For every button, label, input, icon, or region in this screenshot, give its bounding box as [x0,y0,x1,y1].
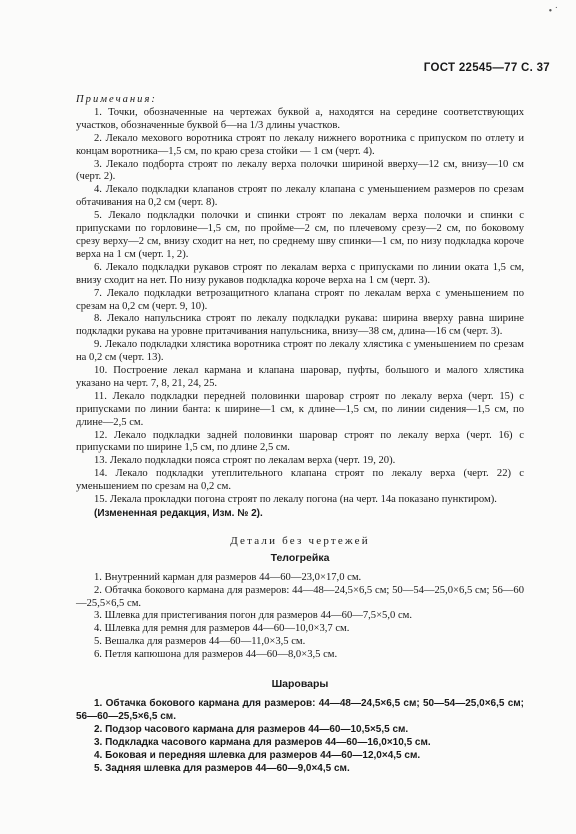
subsection-title-sharovary: Шаровары [271,678,329,691]
list-item: 3. Шлевка для пристегивания погон для размеров 44—60—7,5×5,0 см. [94,610,412,622]
list-item: 6. Петля капюшона для размеров 44—60—8,0×3,5 см. [94,649,338,661]
note-item: 7. Лекало подкладки ветрозащитного клапана строят по лекалам верха с уменьшением по срезам на 0,2 см (черт. 9, 10). [76,287,524,312]
note-item: 13. Лекало подкладки пояса строят по лекалам верха (черт. 19, 20). [94,455,396,467]
subsection-title-telogreika: Телогрейка [270,551,330,564]
note-item: 2. Лекало мехового воротника строят по лекалу нижнего воротника с припуском по отлету и концам воротника—1,5 см, по краю среза стойки — 1 см (черт. 4). [76,132,524,157]
list-item: 5. Задняя шлевка для размеров 44—60—9,0×4,5 см. [94,762,350,774]
list-item: 3. Подкладка часового кармана для размеров 44—60—16,0×10,5 см. [94,736,431,748]
section-title: Детали без чертежей [230,534,370,547]
notes-list [76,107,524,507]
note-item: 14. Лекало подкладки утеплительного клапана строят по лекалу верха (черт. 22) с уменьшением по срезам на 0,2 см. [76,468,524,493]
note-item: 9. Лекало подкладки хлястика воротника строят по лекалу хлястика с уменьшением по срезам на 0,2 см (черт. 13). [76,339,524,364]
note-item: 5. Лекало подкладки полочки и спинки строят по лекалам верха полочки и спинки с припусками по горловине—1,5 см, по пройме—2 см, по плечевому срезу—2 см, по боковому срезу верху—2 см, внизу сходит на нет, по среднему шву спинки—1 см, по низу подкладка короче верха на 1 см (черт. 1, 2). [76,210,524,260]
page-content [76,94,524,775]
note-item: 1. Точки, обозначенные на чертежах буквой а, находятся на середине соответствующих участков, обозначенные буквой б—на 1/3 длины участков. [76,106,524,131]
notes-title: Примечания: [76,94,157,105]
note-item: 4. Лекало подкладки клапанов строят по лекалу клапана с уменьшением размеров по срезам обтачивания на 0,2 см (черт. 8). [76,184,524,209]
note-item: 10. Построение лекал кармана и клапана шаровар, пуфты, большого и малого хлястика указано на черт. 7, 8, 21, 24, 25. [76,365,524,389]
list-item: 1. Обтачка бокового кармана для размеров: 44—48—24,5×6,5 см; 50—54—25,0×6,5 см; 56—60—25,5×6,5 см. [76,697,524,722]
list-item: 4. Шлевка для ремня для размеров 44—60—10,0×3,7 см. [94,623,350,635]
list-item: 5. Вешалка для размеров 44—60—11,0×3,5 см. [94,636,306,648]
corner-mark: • ˙ [548,6,558,17]
list-item: 2. Обтачка бокового кармана для размеров: 44—48—24,5×6,5 см; 50—54—25,0×6,5 см; 56—60—25,5×6,5 см. [76,584,524,609]
note-item: 12. Лекало подкладки задней половинки шаровар строят по лекалу верха (черт. 16) с припусками по ширине 1,5 см, по длине 2,5 см. [76,429,524,454]
list-item: 4. Боковая и передняя шлевка для размеров 44—60—12,0×4,5 см. [94,749,421,761]
amendment-note: (Измененная редакция, Изм. № 2). [94,508,263,519]
note-item: 8. Лекало напульсника строят по лекалу подкладки рукава: ширина вверху равна ширине подкладки рукава на уровне притачивания напульсника, внизу—38 см, длина—16 см (черт. 3). [76,313,524,338]
note-item: 6. Лекало подкладки рукавов строят по лекалам верха с припусками по линии оката 1,5 см, внизу сходит на нет. По низу рукавов подкладка короче верха на 1 см (черт. 3). [76,261,524,286]
list-item: 2. Подзор часового кармана для размеров 44—60—10,5×5,5 см. [94,723,409,735]
page-header: ГОСТ 22545—77 С. 37 [423,62,550,74]
note-item: 3. Лекало подборта строят по лекалу верха полочки шириной вверху—12 см, внизу—10 см (черт. 2). [76,158,524,183]
note-item: 11. Лекало подкладки передней половинки шаровар строят по лекалу верха (черт. 15) с припусками по линии банта: к ширине—1 см, к длине—1,5 см, по линии сидения—1,5 см, по длине—2,5 см. [76,390,524,428]
list-item: 1. Внутренний карман для размеров 44—60—23,0×17,0 см. [94,571,362,583]
sharovary-list [76,698,524,775]
note-item: 15. Лекала прокладки погона строят по лекалу погона (на черт. 14а показано пунктиром). [94,494,497,506]
telogreika-list [76,572,524,662]
